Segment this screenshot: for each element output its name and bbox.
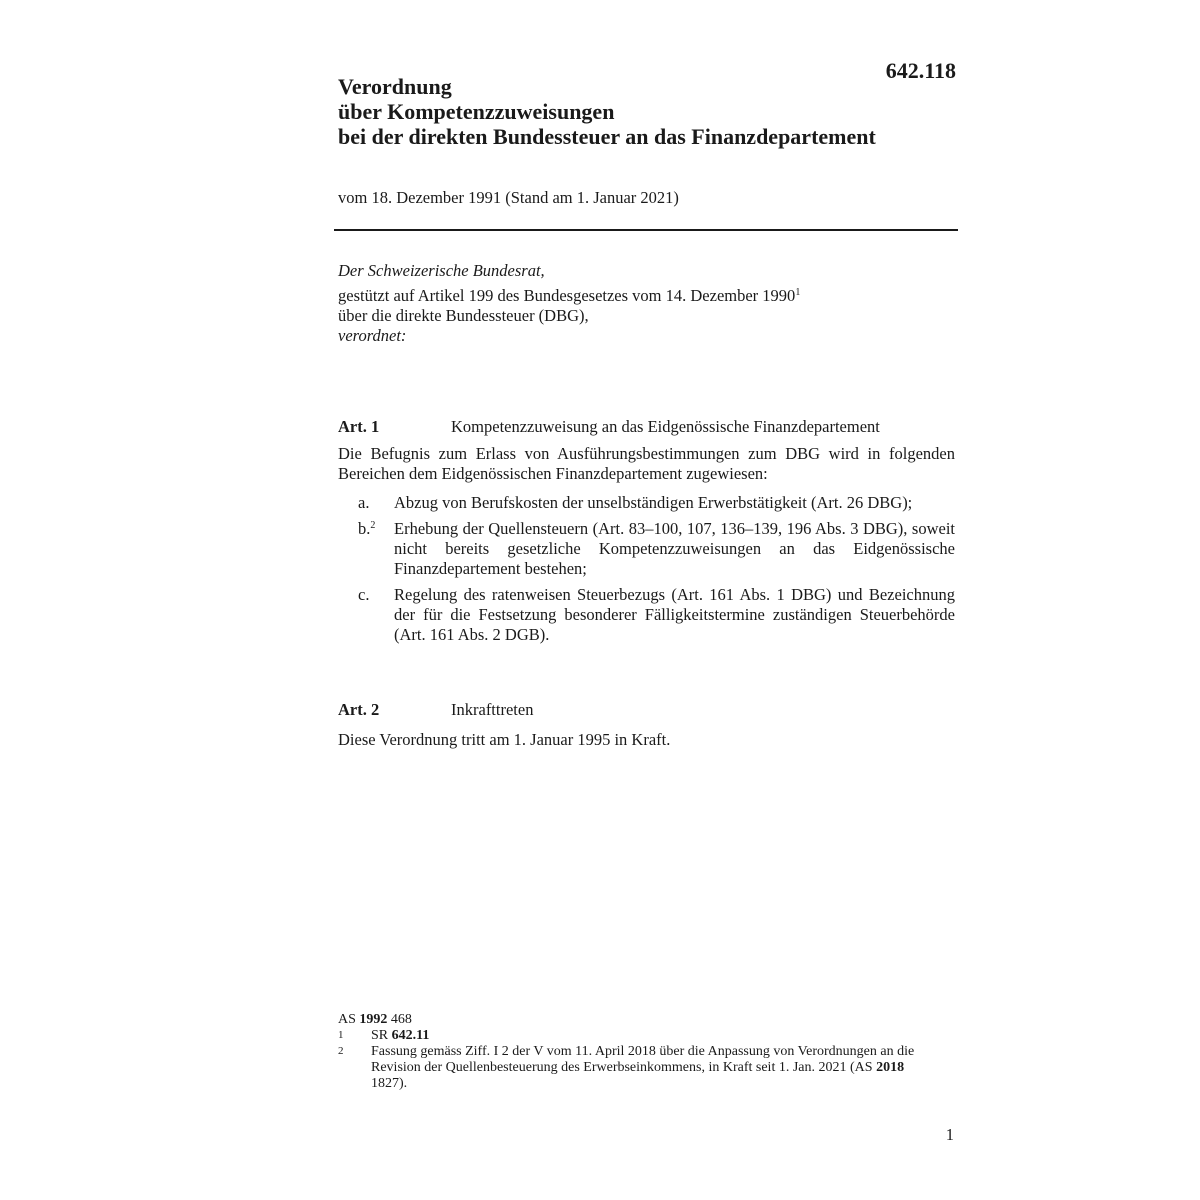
list-item-text: Abzug von Berufskosten der unselbständigen Erwerbstätigkeit (Art. 26 DBG); (394, 493, 913, 512)
date-line: vom 18. Dezember 1991 (Stand am 1. Januar 2021) (338, 188, 679, 207)
list-item-letter: a. (358, 493, 370, 512)
list-item (338, 493, 955, 513)
footnote-text: SR 642.11 (371, 1028, 430, 1043)
article-2-text: Diese Verordnung tritt am 1. Januar 1995 in Kraft. (338, 730, 671, 749)
preamble (338, 261, 958, 346)
list-item (338, 519, 955, 579)
footnote-ref-1[interactable]: 1 (795, 287, 801, 298)
list-item-letter: c. (358, 585, 370, 604)
footnote-number: 1 (338, 1029, 344, 1041)
footnote-ref-2[interactable]: 2 (370, 520, 376, 531)
list-item-text: Erhebung der Quellensteuern (Art. 83–100, 107, 136–139, 196 Abs. 3 DBG), soweit nicht bereits gesetzliche Kompetenzzuweisungen an das Eidgenössische Finanzdepartement bestehen; (394, 519, 955, 578)
page-number: 1 (945, 1125, 954, 1144)
article-2-number: Art. 2 (338, 700, 380, 719)
article-1-number: Art. 1 (338, 417, 380, 436)
preamble-basis-line-1: gestützt auf Artikel 199 des Bundesgesetzes vom 14. Dezember 1990 (338, 286, 796, 305)
footnote-1 (338, 1028, 938, 1044)
article-2-title: Inkrafttreten (451, 700, 534, 719)
list-item (338, 585, 955, 645)
preamble-basis (338, 286, 958, 306)
list-item-text: Regelung des ratenweisen Steuerbezugs (Art. 161 Abs. 1 DBG) und Bezeichnung der für die Festsetzung besonderer Fälligkeitstermine zuständigen Steuerbehörde (Art. 161 Abs. 2 DGB). (394, 585, 955, 644)
footnote-number: 2 (338, 1045, 344, 1057)
preamble-basis-line-2: über die direkte Bundessteuer (DBG), (338, 306, 589, 325)
list-item-letter: b.$^2$ (358, 519, 376, 538)
footnotes (338, 1012, 938, 1092)
article-1-title: Kompetenzzuweisung an das Eidgenössische Finanzdepartement (451, 417, 880, 436)
title-line-3: bei der direkten Bundessteuer an das Finanzdepartement (338, 124, 876, 149)
footnote-2 (338, 1044, 938, 1092)
official-compilation-ref: AS 1992 468 (338, 1012, 412, 1027)
title-line-1: Verordnung (338, 74, 452, 99)
title-divider (334, 229, 958, 231)
document-title (338, 74, 876, 149)
preamble-authority: Der Schweizerische Bundesrat, (338, 261, 545, 280)
preamble-enacts: verordnet: (338, 326, 407, 345)
article-1-heading (338, 417, 958, 437)
article-1-intro: Die Befugnis zum Erlass von Ausführungsbestimmungen zum DBG wird in folgenden Bereichen dem Eidgenössischen Finanzdepartement zugewiesen: (338, 444, 955, 483)
sr-number: 642.118 (885, 58, 956, 83)
article-2-heading (338, 700, 958, 720)
footnote-text: Fassung gemäss Ziff. I 2 der V vom 11. April 2018 über die Anpassung von Verordnungen an die Revision der Quellenbesteuerung des Erwerbseinkommens, in Kraft seit 1. Jan. 2021 (AS 2018 1827). (371, 1044, 915, 1091)
article-1-list (338, 493, 955, 651)
title-line-2: über Kompetenzzuweisungen (338, 99, 615, 124)
